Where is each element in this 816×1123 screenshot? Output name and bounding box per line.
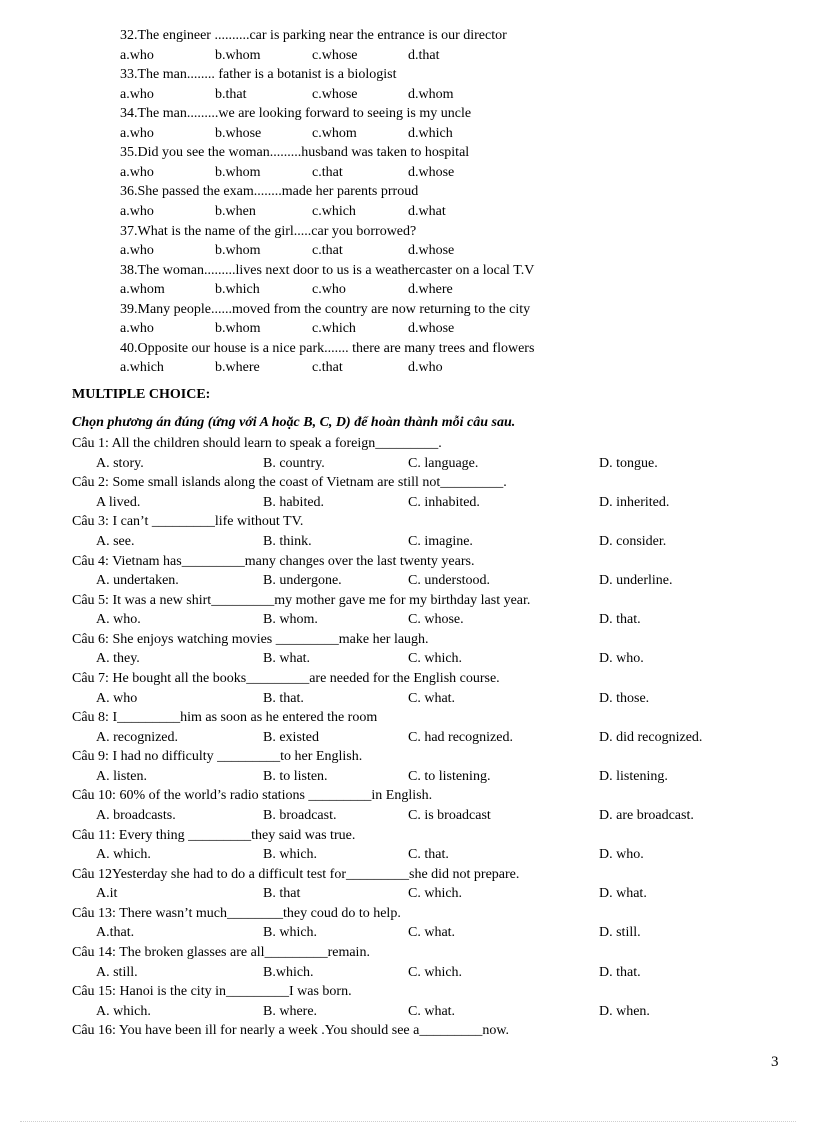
answer-option: C. what.: [408, 925, 456, 941]
answer-option: A. which.: [96, 1003, 151, 1019]
answer-option: B. whom.: [263, 612, 318, 628]
answer-option: D. that.: [599, 964, 641, 980]
answer-option: C. which.: [408, 651, 463, 667]
answer-option: A. still.: [96, 964, 138, 980]
answer-option: C. imagine.: [408, 533, 473, 549]
answer-option: D. listening.: [599, 768, 668, 784]
answer-option: c.whose: [312, 47, 358, 63]
answer-option: D. tongue.: [599, 455, 658, 471]
answer-option: A. undertaken.: [96, 573, 179, 589]
answer-option: A. which.: [96, 847, 151, 863]
answer-option: d.that: [408, 47, 440, 63]
answer-option: A. they.: [96, 651, 140, 667]
answer-option: C. what.: [408, 690, 456, 706]
answer-option: D. who.: [599, 847, 644, 863]
answer-option: C. what.: [408, 1003, 456, 1019]
answer-option: c.which: [312, 204, 356, 219]
answer-option: B. what.: [263, 651, 311, 667]
answer-option: D. inherited.: [599, 494, 670, 510]
answer-option: B. country.: [263, 455, 325, 471]
answer-option: b.whom: [215, 243, 261, 259]
answer-option: d.whom: [408, 86, 454, 102]
answer-option: a.who: [120, 47, 154, 63]
answer-option: d.what: [408, 204, 446, 219]
answer-option: b.whom: [215, 321, 261, 337]
answer-option: A. recognized.: [96, 729, 179, 745]
question-stem: Câu 1: All the children should learn to speak a foreign_________.: [72, 436, 442, 451]
question-stem: Câu 10: 60% of the world’s radio stations _________in English.: [72, 788, 433, 804]
answer-option: b.which: [215, 282, 260, 298]
answer-option: c.who: [312, 282, 346, 298]
answer-option: B. existed: [263, 729, 319, 745]
answer-option: C. had recognized.: [408, 729, 513, 745]
question-stem: 36.She passed the exam........made her parents prroud: [120, 184, 419, 200]
answer-option: B. broadcast.: [263, 807, 337, 823]
question-stem: Câu 13: There wasn’t much________they coud do to help.: [72, 905, 401, 921]
answer-option: a.who: [120, 204, 154, 219]
answer-option: B.which.: [263, 964, 314, 980]
answer-option: c.that: [312, 243, 343, 259]
answer-option: C. to listening.: [408, 768, 491, 784]
question-stem: Câu 5: It was a new shirt_________my mother gave me for my birthday last year.: [72, 592, 531, 608]
question-stem: Câu 4: Vietnam has_________many changes over the last twenty years.: [72, 553, 475, 569]
answer-option: B. which.: [263, 925, 318, 941]
question-stem: Câu 8: I_________him as soon as he entered the room: [72, 710, 378, 725]
question-stem: Câu 3: I can’t _________life without TV.: [72, 514, 304, 530]
answer-option: d.whose: [408, 321, 455, 337]
answer-option: B. habited.: [263, 494, 325, 510]
page-bottom-rule: [20, 1121, 796, 1122]
question-stem: 32.The engineer ..........car is parking near the entrance is our director: [120, 28, 507, 43]
answer-option: A. broadcasts.: [96, 807, 176, 823]
question-stem: Câu 2: Some small islands along the coast of Vietnam are still not_________.: [72, 475, 507, 491]
answer-option: A. story.: [96, 455, 144, 471]
answer-option: c.that: [312, 360, 343, 376]
question-stem: Câu 16: You have been ill for nearly a week .You should see a_________now.: [72, 1023, 510, 1039]
answer-option: C. which.: [408, 964, 463, 980]
answer-option: a.whom: [120, 282, 165, 298]
answer-option: A. see.: [96, 533, 135, 549]
answer-option: c.that: [312, 164, 343, 180]
answer-option: B. think.: [263, 533, 312, 549]
answer-option: a.who: [120, 243, 154, 259]
answer-option: a.who: [120, 125, 154, 141]
answer-option: a.which: [120, 360, 164, 376]
answer-option: A. who.: [96, 612, 141, 628]
question-stem: 34.The man.........we are looking forward to seeing is my uncle: [120, 106, 472, 122]
answer-option: D. underline.: [599, 573, 673, 589]
answer-option: a.who: [120, 321, 154, 337]
answer-option: D. those.: [599, 690, 650, 706]
answer-option: b.that: [215, 86, 247, 102]
question-stem: 40.Opposite our house is a nice park....... there are many trees and flowers: [120, 340, 535, 356]
answer-option: B. where.: [263, 1003, 318, 1019]
answer-option: c.which: [312, 321, 356, 337]
answer-option: d.where: [408, 282, 453, 298]
answer-option: d.who: [408, 360, 443, 376]
answer-option: C. whose.: [408, 612, 464, 628]
question-stem: 38.The woman.........lives next door to us is a weathercaster on a local T.V: [120, 262, 535, 278]
answer-option: b.when: [215, 204, 256, 219]
question-stem: Câu 11: Every thing _________they said was true.: [72, 827, 356, 843]
question-stem: 37.What is the name of the girl.....car you borrowed?: [120, 223, 417, 239]
answer-option: C. that.: [408, 847, 449, 863]
answer-option: B. to listen.: [263, 768, 328, 784]
answer-option: c.whom: [312, 125, 357, 141]
question-stem: 39.Many people......moved from the country are now returning to the city: [120, 301, 531, 317]
answer-option: A.it: [96, 886, 118, 902]
question-stem: Câu 15: Hanoi is the city in_________I was born.: [72, 984, 352, 1000]
answer-option: B. which.: [263, 847, 318, 863]
answer-option: D. did recognized.: [599, 729, 703, 745]
answer-option: B. undergone.: [263, 573, 342, 589]
answer-option: D. when.: [599, 1003, 650, 1019]
answer-option: B. that.: [263, 690, 304, 706]
answer-option: a.who: [120, 86, 154, 102]
question-stem: 33.The man........ father is a botanist is a biologist: [120, 67, 397, 83]
answer-option: D. what.: [599, 886, 647, 902]
page-number: 3: [771, 1054, 779, 1070]
question-stem: Câu 9: I had no difficulty _________to her English.: [72, 749, 363, 765]
answer-option: c.whose: [312, 86, 358, 102]
answer-option: D. who.: [599, 651, 644, 667]
question-stem: Câu 7: He bought all the books_________are needed for the English course.: [72, 670, 500, 686]
answer-option: b.where: [215, 360, 260, 376]
answer-option: A. who: [96, 690, 138, 706]
question-stem: Câu 14: The broken glasses are all_________remain.: [72, 945, 370, 960]
answer-option: d.whose: [408, 164, 455, 180]
answer-option: A lived.: [96, 494, 141, 510]
question-stem: Câu 6: She enjoys watching movies _________make her laugh.: [72, 631, 429, 647]
answer-option: C. is broadcast: [408, 807, 491, 823]
answer-option: D. are broadcast.: [599, 807, 694, 823]
question-stem: Câu 12Yesterday she had to do a difficult test for_________she did not prepare.: [72, 866, 520, 882]
answer-option: C. language.: [408, 455, 479, 471]
answer-option: d.which: [408, 125, 453, 141]
answer-option: D. still.: [599, 925, 641, 941]
answer-option: b.whom: [215, 164, 261, 180]
answer-option: d.whose: [408, 243, 455, 259]
answer-option: C. understood.: [408, 573, 491, 589]
answer-option: A. listen.: [96, 768, 147, 784]
answer-option: D. that.: [599, 612, 641, 628]
answer-option: b.whom: [215, 47, 261, 63]
answer-option: C. inhabited.: [408, 494, 480, 510]
answer-option: A.that.: [96, 925, 135, 941]
instruction: Chọn phương án đúng (ứng với A hoặc B, C, D) để hoàn thành mỗi câu sau.: [72, 415, 516, 430]
section-title: MULTIPLE CHOICE:: [72, 387, 211, 402]
answer-option: a.who: [120, 164, 154, 180]
answer-option: D. consider.: [599, 533, 667, 549]
answer-option: C. which.: [408, 886, 463, 902]
answer-option: b.whose: [215, 125, 262, 141]
answer-option: B. that: [263, 886, 301, 902]
question-stem: 35.Did you see the woman.........husband was taken to hospital: [120, 145, 470, 161]
